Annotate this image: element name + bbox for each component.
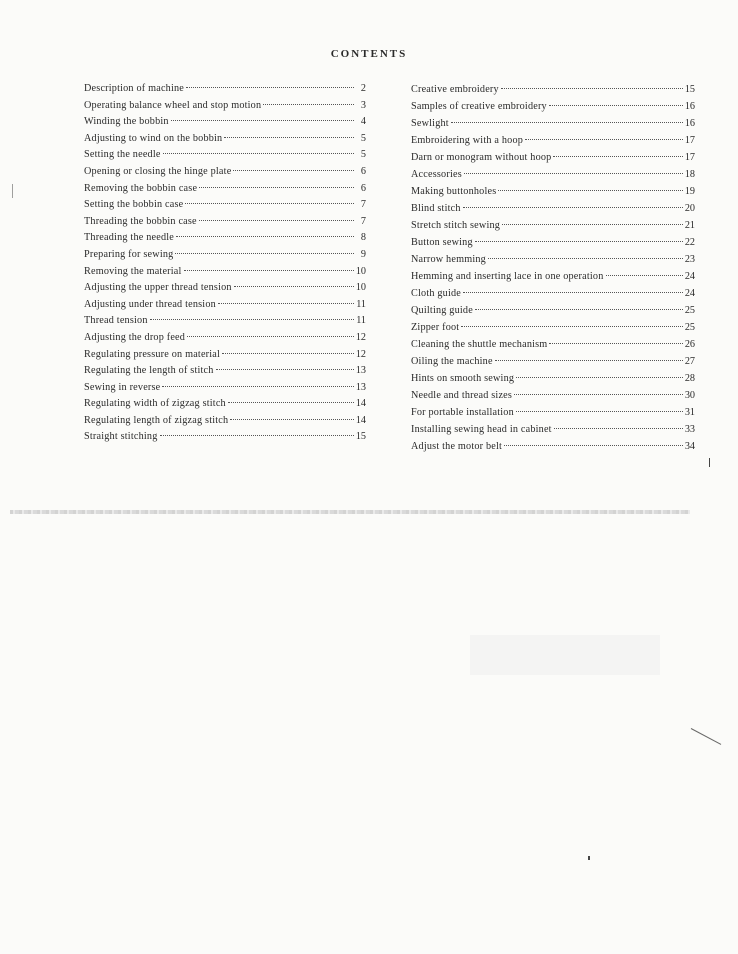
- toc-entry-label: Straight stitching: [84, 431, 158, 443]
- toc-entry-page: 15: [355, 431, 366, 443]
- toc-entry-page: 7: [360, 199, 366, 211]
- dot-leader: [186, 87, 354, 88]
- toc-entry: [84, 230, 366, 247]
- dot-leader: [230, 419, 354, 420]
- toc-entry-page: 24: [684, 288, 695, 299]
- dot-leader: [199, 220, 354, 221]
- scan-artifact-line: [10, 510, 690, 514]
- toc-entry-label: Darn or monogram without hoop: [411, 152, 552, 163]
- dot-leader: [498, 190, 682, 191]
- toc-entry-page: 5: [360, 149, 366, 161]
- toc-entry-label: Adjusting to wind on the bobbin: [84, 132, 223, 144]
- toc-entry-label: Regulating width of zigzag stitch: [84, 398, 226, 410]
- toc-entry: [84, 131, 366, 148]
- toc-entry-page: 11: [356, 298, 366, 310]
- dot-leader: [463, 207, 683, 208]
- toc-entry-page: 17: [684, 152, 695, 163]
- toc-entry-label: Setting the bobbin case: [84, 199, 184, 211]
- dot-leader: [163, 153, 354, 154]
- toc-entry-label: Cleaning the shuttle mechanism: [411, 339, 548, 350]
- toc-entry-page: 12: [355, 348, 366, 360]
- toc-entry-label: Needle and thread sizes: [411, 390, 513, 401]
- dot-leader: [606, 275, 683, 276]
- dot-leader: [162, 386, 353, 387]
- toc-entry-page: 11: [356, 315, 366, 327]
- toc-entry: [411, 370, 695, 387]
- toc-entry-label: Installing sewing head in cabinet: [411, 424, 552, 435]
- toc-entry-label: Description of machine: [84, 83, 185, 94]
- toc-entry-label: Regulating length of zigzag stitch: [84, 414, 229, 426]
- toc-entry-page: 23: [684, 254, 695, 265]
- dot-leader: [160, 435, 354, 436]
- dot-leader: [199, 187, 354, 188]
- scan-mark: [709, 458, 710, 467]
- toc-entry-label: Preparing for sewing: [84, 248, 174, 260]
- toc-entry-label: Regulating pressure on material: [84, 348, 221, 360]
- dot-leader: [187, 336, 354, 337]
- toc-entry: [84, 81, 366, 98]
- dot-leader: [461, 326, 683, 327]
- toc-entry: [84, 98, 366, 115]
- toc-entry-label: Oiling the machine: [411, 356, 493, 367]
- toc-entry-page: 25: [684, 305, 695, 316]
- toc-entry-page: 17: [684, 135, 695, 146]
- dot-leader: [525, 139, 683, 140]
- toc-entry-label: Zipper foot: [411, 322, 460, 333]
- toc-entry: [411, 217, 695, 234]
- toc-right-column: [411, 81, 695, 455]
- toc-entry-label: Narrow hemming: [411, 254, 486, 265]
- toc-entry: [411, 302, 695, 319]
- toc-entry-label: Sewlight: [411, 118, 449, 129]
- toc-entry-label: Removing the bobbin case: [84, 182, 198, 194]
- toc-entry: [84, 264, 366, 281]
- toc-entry-label: Thread tension: [84, 315, 148, 327]
- toc-entry-page: 8: [360, 232, 366, 244]
- dot-leader: [495, 360, 683, 361]
- toc-entry-page: 13: [355, 365, 366, 377]
- toc-entry: [84, 214, 366, 231]
- toc-entry-page: 19: [684, 186, 695, 197]
- toc-entry: [411, 251, 695, 268]
- toc-entry: [411, 319, 695, 336]
- toc-entry: [411, 81, 695, 98]
- toc-entry-page: 21: [684, 220, 695, 231]
- toc-entry: [411, 387, 695, 404]
- toc-entry-page: 9: [360, 248, 366, 260]
- toc-entry: [411, 353, 695, 370]
- dot-leader: [185, 203, 354, 204]
- toc-entry-label: Setting the needle: [84, 149, 161, 161]
- toc-entry-page: 10: [355, 265, 366, 277]
- toc-entry-label: Stretch stitch sewing: [411, 220, 501, 231]
- toc-entry: [84, 297, 366, 314]
- toc-entry-page: 15: [684, 84, 695, 95]
- toc-entry-label: Making buttonholes: [411, 186, 497, 197]
- page-title: CONTENTS: [330, 48, 408, 60]
- dot-leader: [475, 309, 683, 310]
- toc-entry-label: Sewing in reverse: [84, 381, 161, 393]
- toc-entry-label: Adjusting under thread tension: [84, 298, 216, 310]
- toc-entry-label: Adjusting the drop feed: [84, 331, 186, 343]
- toc-entry: [411, 149, 695, 166]
- toc-entry: [411, 421, 695, 438]
- toc-entry: [411, 166, 695, 183]
- dot-leader: [451, 122, 683, 123]
- toc-entry: [411, 132, 695, 149]
- toc-entry-page: 2: [360, 83, 366, 94]
- toc-entry-label: Hemming and inserting lace in one operation: [411, 271, 604, 282]
- toc-entry: [84, 429, 366, 446]
- dot-leader: [224, 137, 354, 138]
- toc-entry-page: 7: [360, 215, 366, 227]
- dot-leader: [464, 173, 683, 174]
- toc-entry: [411, 200, 695, 217]
- scan-smudge: [470, 635, 660, 675]
- dot-leader: [502, 224, 683, 225]
- dot-leader: [216, 369, 354, 370]
- toc-entry-label: For portable installation: [411, 407, 514, 418]
- toc-entry-page: 26: [684, 339, 695, 350]
- toc-entry-page: 5: [360, 132, 366, 144]
- toc-entry-page: 24: [684, 271, 695, 282]
- toc-entry-label: Blind stitch: [411, 203, 461, 214]
- dot-leader: [175, 253, 354, 254]
- toc-entry: [84, 413, 366, 430]
- dot-leader: [234, 286, 354, 287]
- scan-mark: [12, 184, 13, 198]
- dot-leader: [488, 258, 683, 259]
- scan-mark: [588, 856, 590, 860]
- toc-entry: [84, 347, 366, 364]
- toc-entry-page: 20: [684, 203, 695, 214]
- dot-leader: [263, 104, 354, 105]
- toc-entry-label: Threading the bobbin case: [84, 215, 197, 227]
- toc-entry: [411, 98, 695, 115]
- dot-leader: [218, 303, 354, 304]
- toc-entry: [84, 380, 366, 397]
- dot-leader: [475, 241, 683, 242]
- toc-entry-label: Threading the needle: [84, 232, 174, 244]
- toc-entry: [84, 181, 366, 198]
- dot-leader: [554, 428, 683, 429]
- toc-entry: [411, 115, 695, 132]
- dot-leader: [222, 353, 354, 354]
- toc-entry-page: 16: [684, 101, 695, 112]
- toc-entry-page: 16: [684, 118, 695, 129]
- toc-entry: [411, 268, 695, 285]
- toc-entry-label: Regulating the length of stitch: [84, 365, 214, 377]
- toc-entry-label: Operating balance wheel and stop motion: [84, 99, 262, 111]
- dot-leader: [549, 343, 682, 344]
- dot-leader: [514, 394, 683, 395]
- dot-leader: [504, 445, 683, 446]
- toc-entry-page: 34: [684, 441, 695, 452]
- toc-entry: [84, 363, 366, 380]
- dot-leader: [233, 170, 354, 171]
- dot-leader: [516, 377, 683, 378]
- toc-entry-label: Adjust the motor belt: [411, 441, 503, 452]
- toc-entry-page: 22: [684, 237, 695, 248]
- toc-entry-label: Opening or closing the hinge plate: [84, 165, 232, 177]
- dot-leader: [553, 156, 682, 157]
- toc-entry-label: Quilting guide: [411, 305, 473, 316]
- toc-entry-page: 28: [684, 373, 695, 384]
- toc-entry-page: 6: [360, 182, 366, 194]
- toc-entry-page: 13: [355, 381, 366, 393]
- toc-entry: [84, 396, 366, 413]
- toc-entry: [84, 247, 366, 264]
- toc-entry-page: 6: [360, 165, 366, 177]
- toc-entry-page: 14: [355, 398, 366, 410]
- scan-mark: [691, 728, 721, 745]
- toc-entry: [84, 147, 366, 164]
- toc-entry-page: 27: [684, 356, 695, 367]
- toc-entry-label: Creative embroidery: [411, 84, 499, 95]
- toc-entry-label: Removing the material: [84, 265, 182, 277]
- toc-entry: [411, 404, 695, 421]
- toc-entry-label: Cloth guide: [411, 288, 462, 299]
- toc-entry-label: Accessories: [411, 169, 462, 180]
- toc-left-column: [84, 81, 366, 446]
- dot-leader: [228, 402, 354, 403]
- toc-entry-page: 14: [355, 414, 366, 426]
- toc-entry: [84, 114, 366, 131]
- dot-leader: [549, 105, 683, 106]
- toc-entry-page: 4: [360, 116, 366, 128]
- dot-leader: [463, 292, 683, 293]
- toc-entry: [411, 438, 695, 455]
- dot-leader: [176, 236, 354, 237]
- toc-entry: [84, 280, 366, 297]
- toc-entry: [84, 313, 366, 330]
- toc-entry-label: Samples of creative embroidery: [411, 101, 547, 112]
- toc-entry: [84, 197, 366, 214]
- dot-leader: [184, 270, 354, 271]
- toc-entry: [411, 336, 695, 353]
- toc-entry: [411, 234, 695, 251]
- toc-entry-page: 30: [684, 390, 695, 401]
- dot-leader: [516, 411, 683, 412]
- dot-leader: [171, 120, 354, 121]
- toc-entry-page: 3: [360, 99, 366, 111]
- toc-entry-page: 25: [684, 322, 695, 333]
- toc-entry: [84, 164, 366, 181]
- toc-entry-page: 12: [355, 331, 366, 343]
- toc-entry-page: 33: [684, 424, 695, 435]
- toc-entry-page: 18: [684, 169, 695, 180]
- toc-entry-page: 10: [355, 282, 366, 294]
- toc-entry: [411, 285, 695, 302]
- toc-entry-page: 31: [684, 407, 695, 418]
- toc-entry-label: Winding the bobbin: [84, 116, 169, 128]
- toc-entry-label: Embroidering with a hoop: [411, 135, 524, 146]
- toc-entry: [411, 183, 695, 200]
- toc-entry-label: Button sewing: [411, 237, 473, 248]
- toc-entry-label: Hints on smooth sewing: [411, 373, 515, 384]
- toc-entry: [84, 330, 366, 347]
- toc-entry-label: Adjusting the upper thread tension: [84, 282, 232, 294]
- dot-leader: [150, 319, 354, 320]
- dot-leader: [501, 88, 683, 89]
